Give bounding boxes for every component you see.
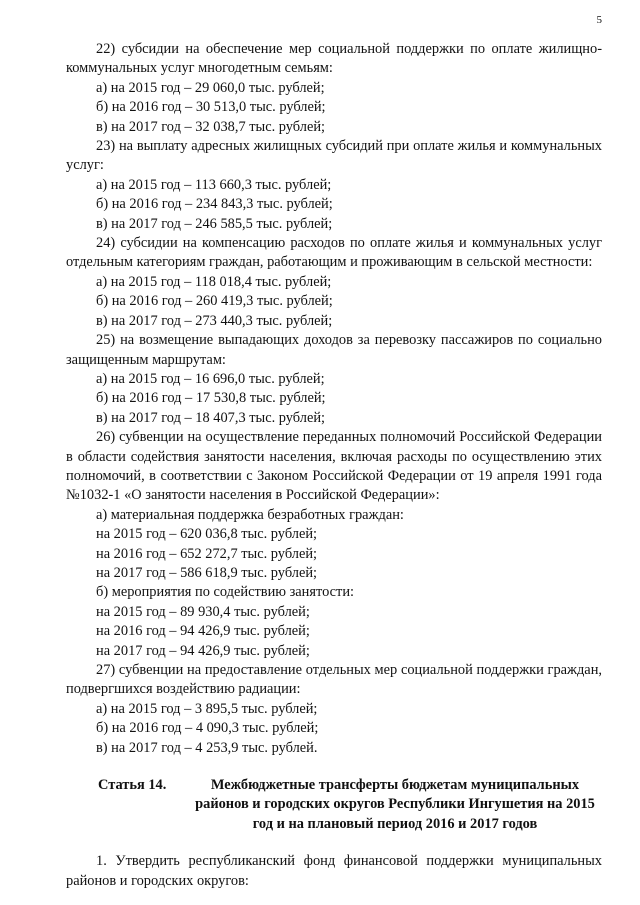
item-line: б) на 2016 год – 4 090,3 тыс. рублей; bbox=[96, 720, 319, 737]
list-item bbox=[66, 137, 602, 234]
article-heading bbox=[66, 776, 602, 834]
item-intro: 22) субсидии на обеспечение мер социальной поддержки по оплате жилищно-коммунальных услуг многодетным семьям: bbox=[66, 41, 602, 77]
article-title: Межбюджетные трансферты бюджетам муниципальных районов и городских округов Республики Ингушетия на 2015 год и на плановый период 2016 и 2017 годов bbox=[195, 777, 595, 832]
item-intro: 24) субсидии на компенсацию расходов по оплате жилья и коммунальных услуг отдельным категориям граждан, работающим и проживающим в сельской местности: bbox=[66, 235, 602, 271]
item-line: б) на 2016 год – 17 530,8 тыс. рублей; bbox=[96, 390, 326, 407]
item-intro: 26) субвенции на осуществление переданных полномочий Российской Федерации в области содействия занятости населения, включая расходы по осуществлению этих полномочий, в соответствии с Законом Российской Федерации от 19 апреля 1991 года №1032-1 «О занятости населения в Российской Федерации»: bbox=[66, 429, 602, 504]
item-line: на 2015 год – 89 930,4 тыс. рублей; bbox=[96, 603, 310, 620]
item-line: в) на 2017 год – 18 407,3 тыс. рублей; bbox=[96, 409, 326, 426]
item-line: а) на 2015 год – 113 660,3 тыс. рублей; bbox=[96, 176, 332, 193]
item-line: в) на 2017 год – 246 585,5 тыс. рублей; bbox=[96, 215, 333, 232]
item-line: на 2015 год – 620 036,8 тыс. рублей; bbox=[96, 526, 318, 543]
item-line: в) на 2017 год – 273 440,3 тыс. рублей; bbox=[96, 312, 333, 329]
article-label: Статья 14. bbox=[98, 777, 167, 794]
item-line: б) на 2016 год – 30 513,0 тыс. рублей; bbox=[96, 99, 326, 116]
item-line: а) на 2015 год – 118 018,4 тыс. рублей; bbox=[96, 273, 332, 290]
item-line: б) мероприятия по содействию занятости: bbox=[96, 584, 355, 601]
item-line: а) на 2015 год – 29 060,0 тыс. рублей; bbox=[96, 79, 325, 96]
item-line: в) на 2017 год – 4 253,9 тыс. рублей. bbox=[96, 739, 318, 756]
document-body bbox=[66, 40, 602, 891]
closing-paragraph: 1. Утвердить республиканский фонд финансовой поддержки муниципальных районов и городских округов: bbox=[66, 853, 602, 889]
list-item bbox=[66, 661, 602, 758]
item-line: б) на 2016 год – 260 419,3 тыс. рублей; bbox=[96, 293, 333, 310]
list-item bbox=[66, 40, 602, 137]
list-item bbox=[66, 331, 602, 428]
item-line: а) материальная поддержка безработных граждан: bbox=[96, 506, 404, 523]
item-line: а) на 2015 год – 3 895,5 тыс. рублей; bbox=[96, 700, 318, 717]
item-line: на 2016 год – 652 272,7 тыс. рублей; bbox=[96, 545, 318, 562]
item-line: на 2017 год – 94 426,9 тыс. рублей; bbox=[96, 642, 310, 659]
list-item bbox=[66, 428, 602, 661]
item-intro: 25) на возмещение выпадающих доходов за перевозку пассажиров по социально защищенным маршрутам: bbox=[66, 332, 602, 368]
item-line: а) на 2015 год – 16 696,0 тыс. рублей; bbox=[96, 370, 325, 387]
item-line: б) на 2016 год – 234 843,3 тыс. рублей; bbox=[96, 196, 333, 213]
item-line: на 2017 год – 586 618,9 тыс. рублей; bbox=[96, 564, 318, 581]
item-intro: 23) на выплату адресных жилищных субсидий при оплате жилья и коммунальных услуг: bbox=[66, 138, 602, 174]
page-number: 5 bbox=[596, 14, 602, 26]
item-intro: 27) субвенции на предоставление отдельных мер социальной поддержки граждан, подвергшихся воздействию радиации: bbox=[66, 662, 602, 698]
list-item bbox=[66, 234, 602, 331]
item-line: на 2016 год – 94 426,9 тыс. рублей; bbox=[96, 623, 310, 640]
item-line: в) на 2017 год – 32 038,7 тыс. рублей; bbox=[96, 118, 326, 135]
